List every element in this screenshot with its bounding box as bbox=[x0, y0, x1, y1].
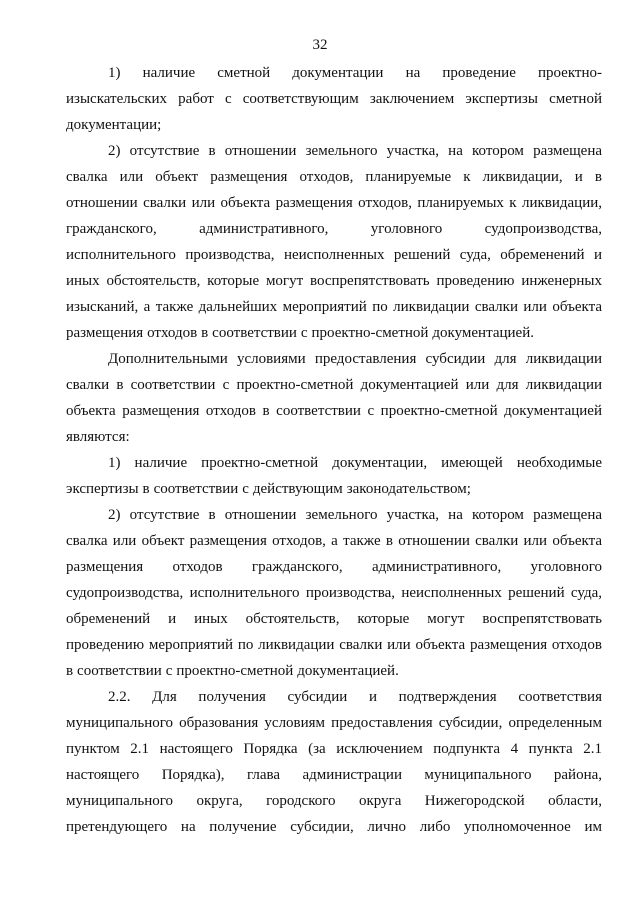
text-line: 1) наличие сметной документации на проведение проектно- bbox=[108, 65, 602, 81]
text-line: являются: bbox=[66, 429, 130, 445]
page-number: 32 bbox=[312, 37, 328, 53]
text-line: свалка или объект размещения отходов, а также в отношении свалки или объекта bbox=[66, 533, 602, 549]
text-line: объекта размещения отходов в соответствии с проектно-сметной документацией bbox=[66, 403, 602, 419]
text-line: 2) отсутствие в отношении земельного участка, на котором размещена bbox=[108, 507, 602, 523]
text-line: экспертизы в соответствии с действующим законодательством; bbox=[66, 481, 471, 497]
text-line: муниципального образования условиям предоставления субсидии, определенным bbox=[66, 715, 602, 731]
text-line: документации; bbox=[66, 117, 162, 133]
text-line: судопроизводства, исполнительного производства, неисполненных решений суда, bbox=[66, 585, 602, 601]
text-line: проведению мероприятий по ликвидации свалки или объекта размещения отходов bbox=[66, 637, 602, 653]
text-line: гражданского, административного, уголовного судопроизводства, bbox=[66, 221, 602, 237]
text-line: обременений и иных обстоятельств, которые могут воспрепятствовать bbox=[66, 611, 602, 627]
text-line: муниципального округа, городского округа Нижегородской области, bbox=[66, 793, 602, 809]
text-line: 2.2. Для получения субсидии и подтверждения соответствия bbox=[108, 689, 602, 705]
text-line: изыскательских работ с соответствующим заключением экспертизы сметной bbox=[66, 91, 602, 107]
text-line: размещения отходов в соответствии с проектно-сметной документацией. bbox=[66, 325, 534, 341]
text-line: отношении свалки или объекта размещения отходов, планируемых к ликвидации, bbox=[66, 195, 602, 211]
text-line: свалки в соответствии с проектно-сметной документацией или для ликвидации bbox=[66, 377, 602, 393]
document-body bbox=[66, 60, 602, 840]
text-line: размещения отходов гражданского, административного, уголовного bbox=[66, 559, 602, 575]
text-line: Дополнительными условиями предоставления субсидии для ликвидации bbox=[108, 351, 602, 367]
text-line: претендующего на получение субсидии, лично либо уполномоченное им bbox=[66, 819, 602, 835]
text-line: изысканий, а также дальнейших мероприятий по ликвидации свалки или объекта bbox=[66, 299, 602, 315]
text-line: свалка или объект размещения отходов, планируемые к ликвидации, и в bbox=[66, 169, 602, 185]
text-line: пунктом 2.1 настоящего Порядка (за исключением подпункта 4 пункта 2.1 bbox=[66, 741, 602, 757]
text-line: иных обстоятельств, которые могут воспрепятствовать проведению инженерных bbox=[66, 273, 602, 289]
text-line: в соответствии с проектно-сметной документацией. bbox=[66, 663, 399, 679]
text-line: 2) отсутствие в отношении земельного участка, на котором размещена bbox=[108, 143, 602, 159]
text-line: исполнительного производства, неисполненных решений суда, обременений и bbox=[66, 247, 602, 263]
text-line: настоящего Порядка), глава администрации муниципального района, bbox=[66, 767, 602, 783]
text-line: 1) наличие проектно-сметной документации, имеющей необходимые bbox=[108, 455, 602, 471]
